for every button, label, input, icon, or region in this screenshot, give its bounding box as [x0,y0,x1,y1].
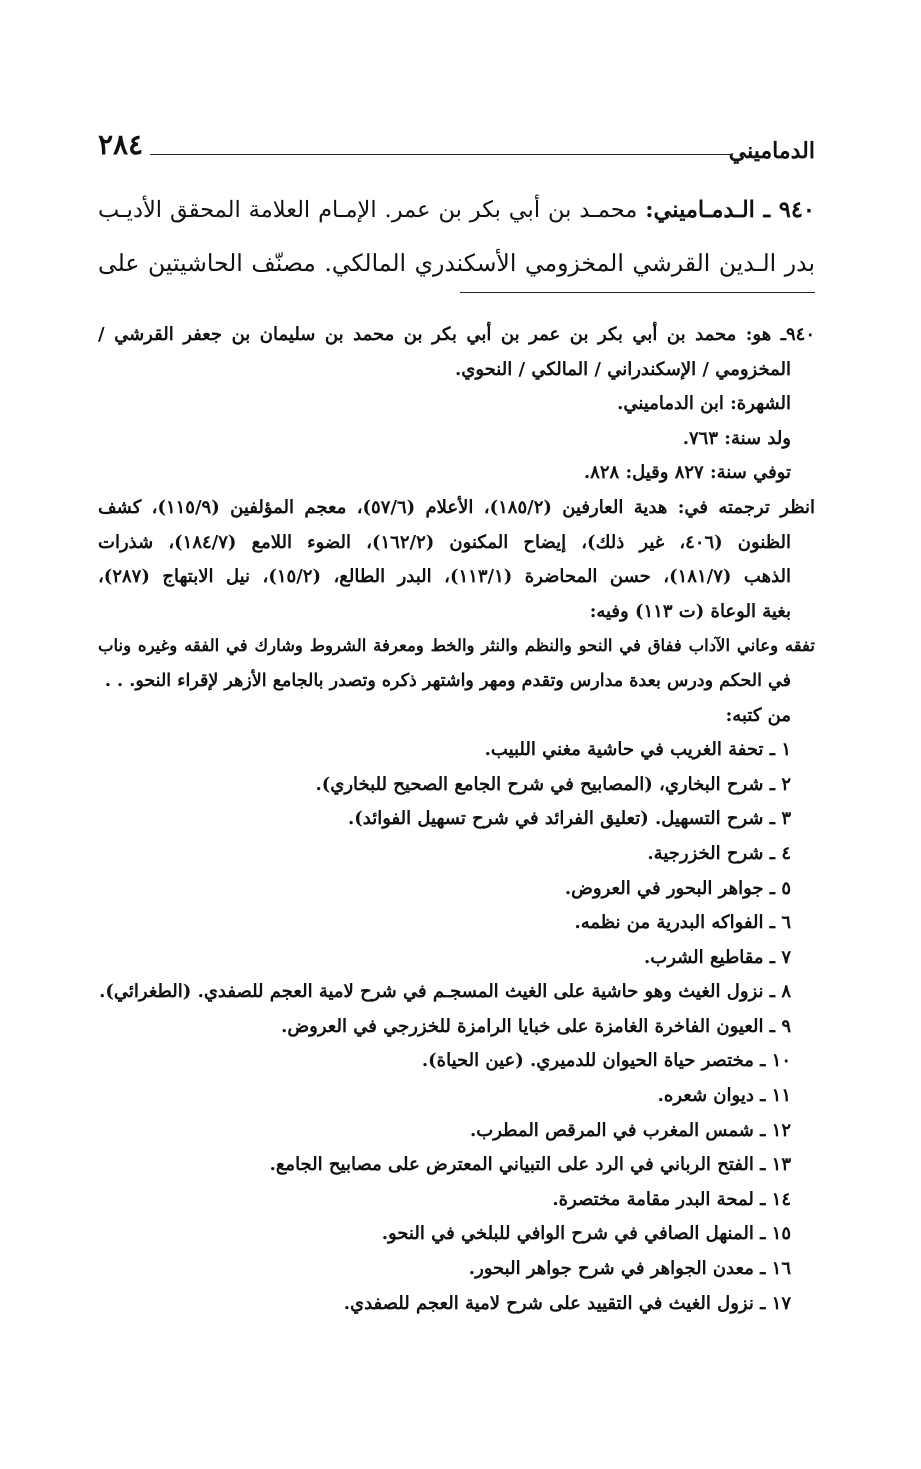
book-list-item: ٢ ـ شرح البخاري، (المصابيح في شرح الجامع الصحيح للبخاري). [315,773,791,795]
footnote-line: المخزومي / الإسكندراني / المالكي / النحوي. [455,358,791,380]
footnote-line: في الحكم ودرس بعدة مدارس وتقدم ومهر واشتهر ذكره وتصدر بالجامع الأزهر لإقراء النحو. . . [104,670,791,691]
running-title: الدماميني [728,138,815,164]
footnote-line: توفي سنة: ٨٢٧ وقيل: ٨٢٨. [583,462,791,484]
page-number: ٢٨٤ [98,128,144,161]
page-header [98,128,815,168]
footnote-line: ولد سنة: ٧٦٣. [682,427,791,449]
book-list-item: ٤ ـ شرح الخزرجية. [647,842,791,864]
book-list-item: ١٤ ـ لمحة البدر مقامة مختصرة. [552,1188,791,1210]
book-list-item: ١٢ ـ شمس المغرب في المرقص المطرب. [470,1119,791,1141]
book-list-item: ٧ ـ مقاطيع الشرب. [643,946,791,968]
footnote-line: من كتبه: [725,704,791,726]
entry-line-1 [98,184,815,237]
entry-headword: ٩٤٠ ـ الـدمـاميني: [645,197,815,223]
footnote-line: ٩٤٠ـ هو: محمد بن أبي بكر بن عمر بن أبي بكر بن محمد بن سليمان بن جعفر القرشي / [98,324,815,345]
book-list-item: ٣ ـ شرح التسهيل. (تعليق الفرائد في شرح تسهيل الفوائد). [348,808,791,830]
book-list-item: ٨ ـ نزول الغيث وهو حاشية على الغيث المسجـم في شرح لامية العجم للصفدي. (الطغرائي). [99,981,791,1003]
footnote-line: الذهب (١٨١/٧)، حسن المحاضرة (١١٣/١)، البدر الطالع، (١٥/٢)، نيل الابتهاج (٢٨٧)، [98,566,792,588]
header-rule [150,154,733,155]
book-list-item: ٦ ـ الفواكه البدرية من نظمه. [574,912,791,934]
book-list-item: ٩ ـ العيون الفاخرة الغامزة على خبايا الرامزة للخزرجي في العروض. [281,1015,791,1037]
entry-line-1-text: محمـد بن أبي بكر بن عمر. الإمـام العلامة المحقق الأديـب [98,197,638,223]
footnote-line: انظر ترجمته في: هدية العارفين (١٨٥/٢)، الأعلام (٥٧/٦)، معجم المؤلفين (١١٥/٩)، كشف [98,496,815,518]
book-list-item: ١٦ ـ معدن الجواهر في شرح جواهر البحور. [468,1258,791,1280]
footnote-rule [460,292,815,293]
book-list-item: ١٥ ـ المنهل الصافي في شرح الوافي للبلخي في النحو. [381,1223,791,1245]
footnote-line: الظنون (٤٠٦، غير ذلك)، إيضاح المكنون (١٦٢/٢)، الضوء اللامع (١٨٤/٧)، شذرات [98,531,792,553]
book-list-item: ٥ ـ جواهر البحور في العروض. [564,877,791,899]
footnote-line: بغية الوعاة (ت ١١٣) وفيه: [589,600,791,622]
book-list-item: ١ ـ تحفة الغريب في حاشية مغني اللبيب. [484,739,791,761]
footnote-line: تفقه وعاني الآداب ففاق في النحو والنظم والنثر والخط ومعرفة الشروط وشارك في الفقه وغيره وناب [98,636,815,656]
book-list-item: ١٧ ـ نزول الغيث في التقييد على شرح لامية العجم للصفدي. [343,1292,791,1314]
book-list-item: ١٠ ـ مختصر حياة الحيوان للدميري. (عين الحياة). [421,1050,791,1072]
main-entry [98,184,815,290]
entry-line-2: بدر الـدين القرشي المخزومي الأسكندري المالكي. مصنّف الحاشيتين على [98,249,815,277]
footnote-line: الشهرة: ابن الدماميني. [617,393,791,415]
book-list-item: ١٣ ـ الفتح الرباني في الرد على التبياني المعترض على مصابيح الجامع. [269,1154,791,1176]
footnotes [98,318,815,1321]
book-list-item: ١١ ـ ديوان شعره. [657,1085,791,1107]
